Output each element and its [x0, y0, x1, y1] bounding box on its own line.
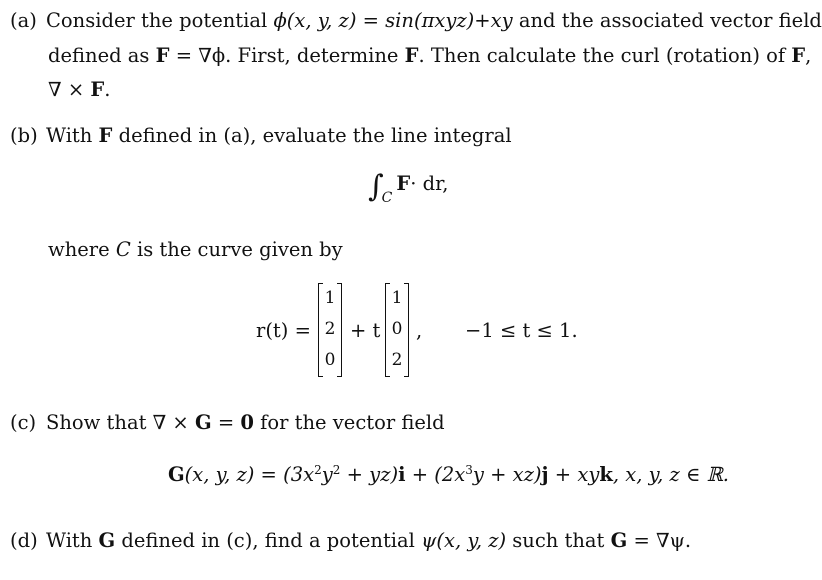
exponent: 2 [314, 463, 322, 477]
part-a-defined-as: defined as [48, 44, 156, 67]
part-d-mid: defined in (c), find a potential [115, 529, 422, 552]
part-a-line-2 [48, 44, 811, 68]
potential-phi-expression: ϕ(x, y, z) = sin(πxyz)+xy [273, 9, 513, 32]
vector-2-entry: 2 [391, 350, 403, 370]
parameter-range [465, 319, 578, 343]
comma-text: , [416, 319, 423, 342]
G-domain: , x, y, z ∈ ℝ. [612, 463, 729, 486]
part-c-line-1-tail: for the vector field [253, 411, 445, 434]
integral-subscript-C: C [381, 190, 393, 206]
line-integral-formula [368, 169, 449, 210]
vector-2-matrix [385, 283, 409, 377]
field-F-symbol-2: F [404, 44, 419, 67]
G-k-pre: + xy [548, 463, 600, 486]
part-a-line-1 [10, 9, 822, 33]
t-range: −1 ≤ t ≤ 1. [465, 319, 578, 342]
field-F-symbol-3: F [791, 44, 806, 67]
integrand-dr: · dr, [410, 172, 449, 195]
vector-comma [416, 319, 422, 343]
part-d-end: = ∇ψ. [627, 529, 692, 552]
exponent: 2 [332, 463, 341, 477]
curl-end: . [104, 78, 111, 101]
part-a-curl-expression [48, 78, 110, 102]
part-a-intro: Consider the potential [46, 9, 274, 32]
r-of-t: r(t) = [256, 319, 311, 342]
part-a-label: (a) [10, 9, 37, 32]
part-c-line-1 [10, 411, 445, 435]
part-d-G-symbol-2: G [610, 529, 628, 552]
G-field-definition [168, 463, 729, 487]
where-pre: where [48, 238, 116, 261]
zero-vector: 0 [240, 411, 254, 434]
exponent: 3 [465, 463, 473, 477]
G-j-part: y + xz) [472, 463, 542, 486]
curl-F-symbol: F [90, 78, 105, 101]
unit-vector-j: j [541, 463, 549, 486]
unit-vector-k: k [599, 463, 613, 486]
part-a-line-2-end: , [805, 44, 812, 67]
part-c-G-symbol: G [194, 411, 212, 434]
part-d-G-symbol: G [98, 529, 116, 552]
part-d-with: With [46, 529, 99, 552]
part-d-line-1 [10, 529, 691, 553]
curl-operator: ∇ × [48, 78, 91, 101]
part-b-line-1-tail: defined in (a), evaluate the line integral [112, 124, 512, 147]
vector-1-entry: 1 [324, 288, 336, 308]
vector-1-entry: 0 [324, 350, 336, 370]
part-b-with: With [46, 124, 99, 147]
integrand-F: F [396, 172, 411, 195]
G-i-part: + yz) [340, 463, 399, 486]
part-c-equals: = [211, 411, 241, 434]
vector-2-entry: 1 [391, 288, 403, 308]
unit-vector-i: i [398, 463, 406, 486]
field-F-symbol: F [155, 44, 170, 67]
curve-C-symbol: C [115, 238, 131, 261]
part-c-show-that: Show that ∇ × [46, 411, 195, 434]
part-a-line-1-tail: and the associated vector field [512, 9, 822, 32]
part-a-curl-instruction: . Then calculate the curl (rotation) of [418, 44, 792, 67]
G-j-pre: + (2x [405, 463, 466, 486]
integral-sign: ∫ [368, 169, 384, 204]
part-b-label: (b) [10, 124, 38, 147]
vector-1-matrix [318, 283, 342, 377]
part-b-where-line [48, 238, 343, 262]
G-args: (x, y, z) = (3x [184, 463, 315, 486]
part-c-label: (c) [10, 411, 37, 434]
part-d-such-that: such that [506, 529, 611, 552]
part-b-line-1 [10, 124, 512, 148]
G-lhs: G [168, 463, 185, 486]
potential-psi-expression: ψ(x, y, z) [421, 529, 507, 552]
G-y: y [321, 463, 333, 486]
plus-t [350, 319, 380, 343]
vector-1-entry: 2 [324, 319, 336, 339]
part-d-label: (d) [10, 529, 38, 552]
plus-t-text: + t [350, 319, 381, 342]
vector-2-entry: 0 [391, 319, 403, 339]
part-b-F-symbol: F [98, 124, 113, 147]
field-F-definition: = ∇ϕ. First, determine [169, 44, 405, 67]
where-tail: is the curve given by [130, 238, 343, 261]
curve-r-lhs [256, 319, 311, 343]
